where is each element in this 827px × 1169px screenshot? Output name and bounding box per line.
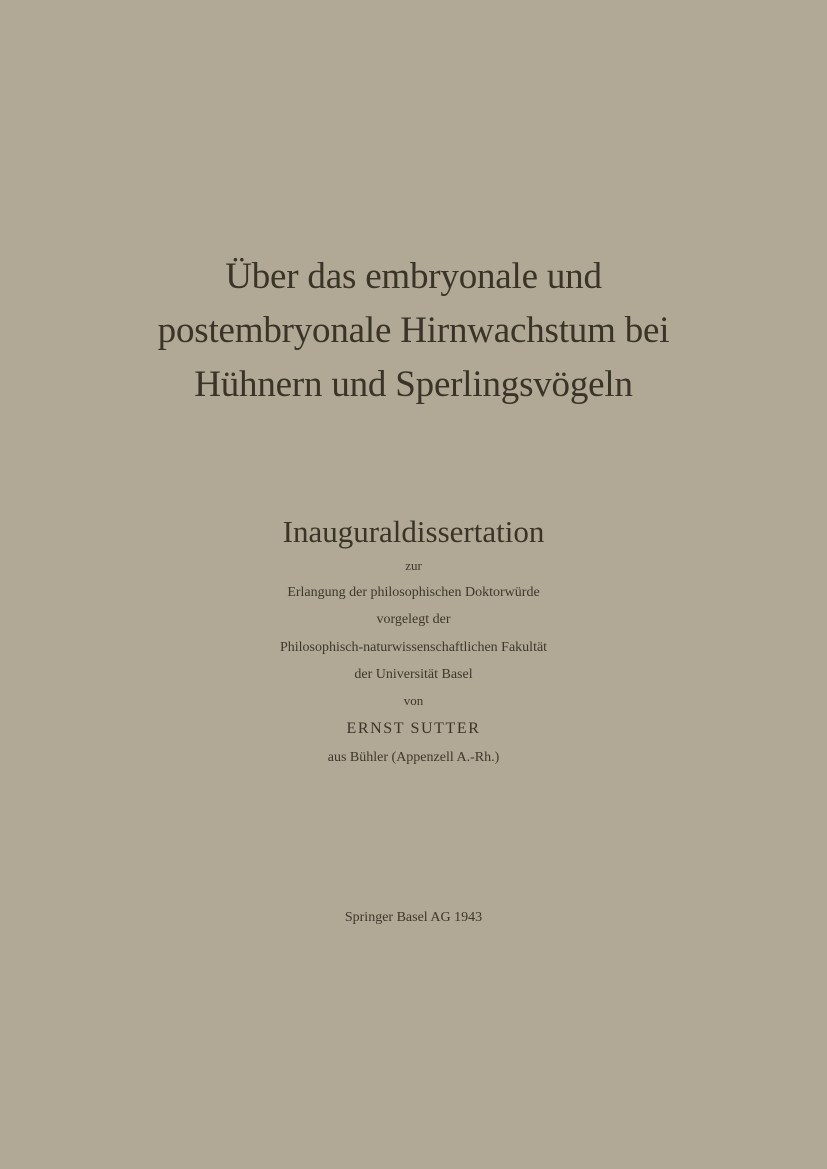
faculty-text: Philosophisch-naturwissenschaftlichen Fakultät [279,640,548,655]
book-title-line-2: postembryonale Hirnwachstum bei [157,310,670,351]
book-title-line-3: Hühnern und Sperlingsvögeln [194,364,633,405]
submitted-text: vorgelegt der [376,612,451,627]
university-text: der Universität Basel [354,667,473,682]
purpose-text: Erlangung der philosophischen Doktorwürde [287,585,540,600]
dissertation-heading: Inauguraldissertation [282,514,545,549]
author-name: ERNST SUTTER [346,720,481,737]
zur-text: zur [405,558,422,573]
book-title [0,250,827,412]
publisher-imprint: Springer Basel AG 1943 [344,910,483,925]
author-origin: aus Bühler (Appenzell A.-Rh.) [327,750,500,765]
book-title-line-1: Über das embryonale und [225,256,602,297]
von-text: von [403,693,424,708]
